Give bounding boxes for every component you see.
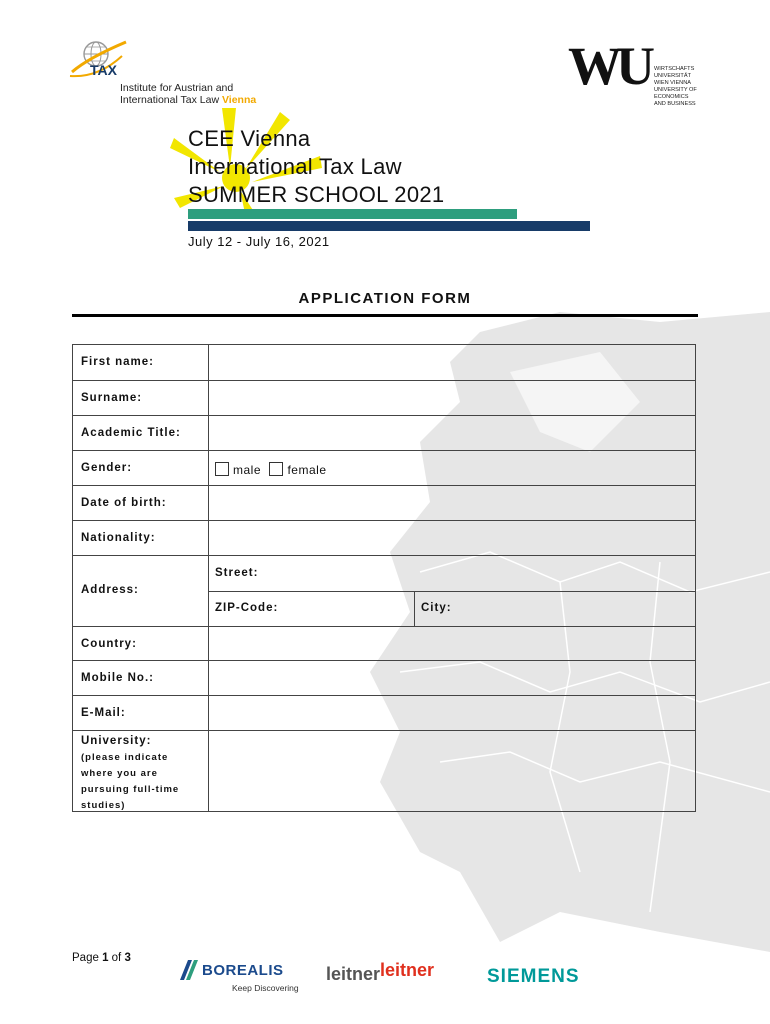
city-field[interactable] <box>415 592 695 626</box>
row-surname <box>72 380 696 415</box>
male-checkbox[interactable] <box>215 462 229 476</box>
surname-label: Surname: <box>81 392 143 404</box>
page-label: Page <box>72 952 103 964</box>
street-field[interactable] <box>209 556 695 592</box>
gender-field <box>209 451 695 485</box>
wu-logo <box>568 36 708 110</box>
row-date-of-birth <box>72 485 696 520</box>
row-country <box>72 626 696 660</box>
title-line-3: SUMMER SCHOOL 2021 <box>188 182 445 207</box>
page-indicator <box>72 952 131 964</box>
country-label: Country: <box>81 638 137 650</box>
street-label: Street: <box>215 567 259 579</box>
title-line-1: CEE Vienna <box>188 126 311 151</box>
tax-logo-word: TAX <box>90 62 117 78</box>
academic-title-field[interactable] <box>209 416 695 450</box>
row-mobile <box>72 660 696 695</box>
female-label: female <box>287 463 327 477</box>
tax-institute-line2 <box>120 94 256 106</box>
academic-title-label: Academic Title: <box>81 427 181 439</box>
zip-code-field[interactable] <box>209 592 415 626</box>
email-label: E-Mail: <box>81 707 126 719</box>
borealis-logo <box>180 958 300 998</box>
row-gender <box>72 450 696 485</box>
surname-field[interactable] <box>209 381 695 415</box>
row-university <box>72 730 696 812</box>
male-label: male <box>233 463 262 477</box>
mobile-label: Mobile No.: <box>81 672 154 684</box>
date-of-birth-field[interactable] <box>209 486 695 520</box>
leitner-logo <box>326 960 435 985</box>
tax-institute-line1: Institute for Austrian and <box>120 82 234 94</box>
first-name-field[interactable] <box>209 345 695 380</box>
row-first-name <box>72 344 696 380</box>
event-dates: July 12 - July 16, 2021 <box>188 234 330 249</box>
tax-institute-logo <box>68 38 268 108</box>
borealis-name: BOREALIS <box>202 962 284 979</box>
page-current: 1 <box>102 952 109 964</box>
address-fields <box>209 556 695 626</box>
page-total: 3 <box>124 952 131 964</box>
row-academic-title <box>72 415 696 450</box>
leitner-word-2: leitner <box>380 960 435 980</box>
borealis-tagline: Keep Discovering <box>232 983 299 993</box>
tax-vienna: Vienna <box>221 94 257 106</box>
green-bar <box>188 209 517 219</box>
title-line-2: International Tax Law <box>188 154 402 179</box>
university-note: (please indicate where you are pursuing full-time studies) <box>81 752 180 811</box>
nationality-label: Nationality: <box>81 532 156 544</box>
address-label: Address: <box>81 584 139 596</box>
wu-university-text: WIRTSCHAFTS UNIVERSITÄT WIEN VIENNA UNIVERSITY OF ECONOMICS AND BUSINESS <box>654 66 697 107</box>
application-form-heading: APPLICATION FORM <box>298 290 472 307</box>
page-of: of <box>108 952 125 964</box>
nationality-field[interactable] <box>209 521 695 555</box>
mobile-field[interactable] <box>209 661 695 695</box>
first-name-label: First name: <box>81 356 154 368</box>
leitner-word-1: leitner <box>326 964 381 984</box>
gender-label: Gender: <box>81 462 133 474</box>
row-address <box>72 555 696 626</box>
email-field[interactable] <box>209 696 695 730</box>
university-label: University: <box>81 735 152 747</box>
university-field[interactable] <box>209 731 695 811</box>
zip-code-label: ZIP-Code: <box>215 602 279 614</box>
row-nationality <box>72 520 696 555</box>
heading-rule <box>72 314 698 317</box>
tax-institute-name: International Tax Law <box>120 94 220 106</box>
female-checkbox[interactable] <box>269 462 283 476</box>
wu-letters: WU <box>568 36 649 96</box>
siemens-logo: SIEMENS <box>487 966 580 987</box>
country-field[interactable] <box>209 627 695 660</box>
blue-bar <box>188 221 590 231</box>
borealis-mark-icon <box>180 960 200 980</box>
date-of-birth-label: Date of birth: <box>81 497 167 509</box>
row-email <box>72 695 696 730</box>
city-label: City: <box>421 602 452 614</box>
